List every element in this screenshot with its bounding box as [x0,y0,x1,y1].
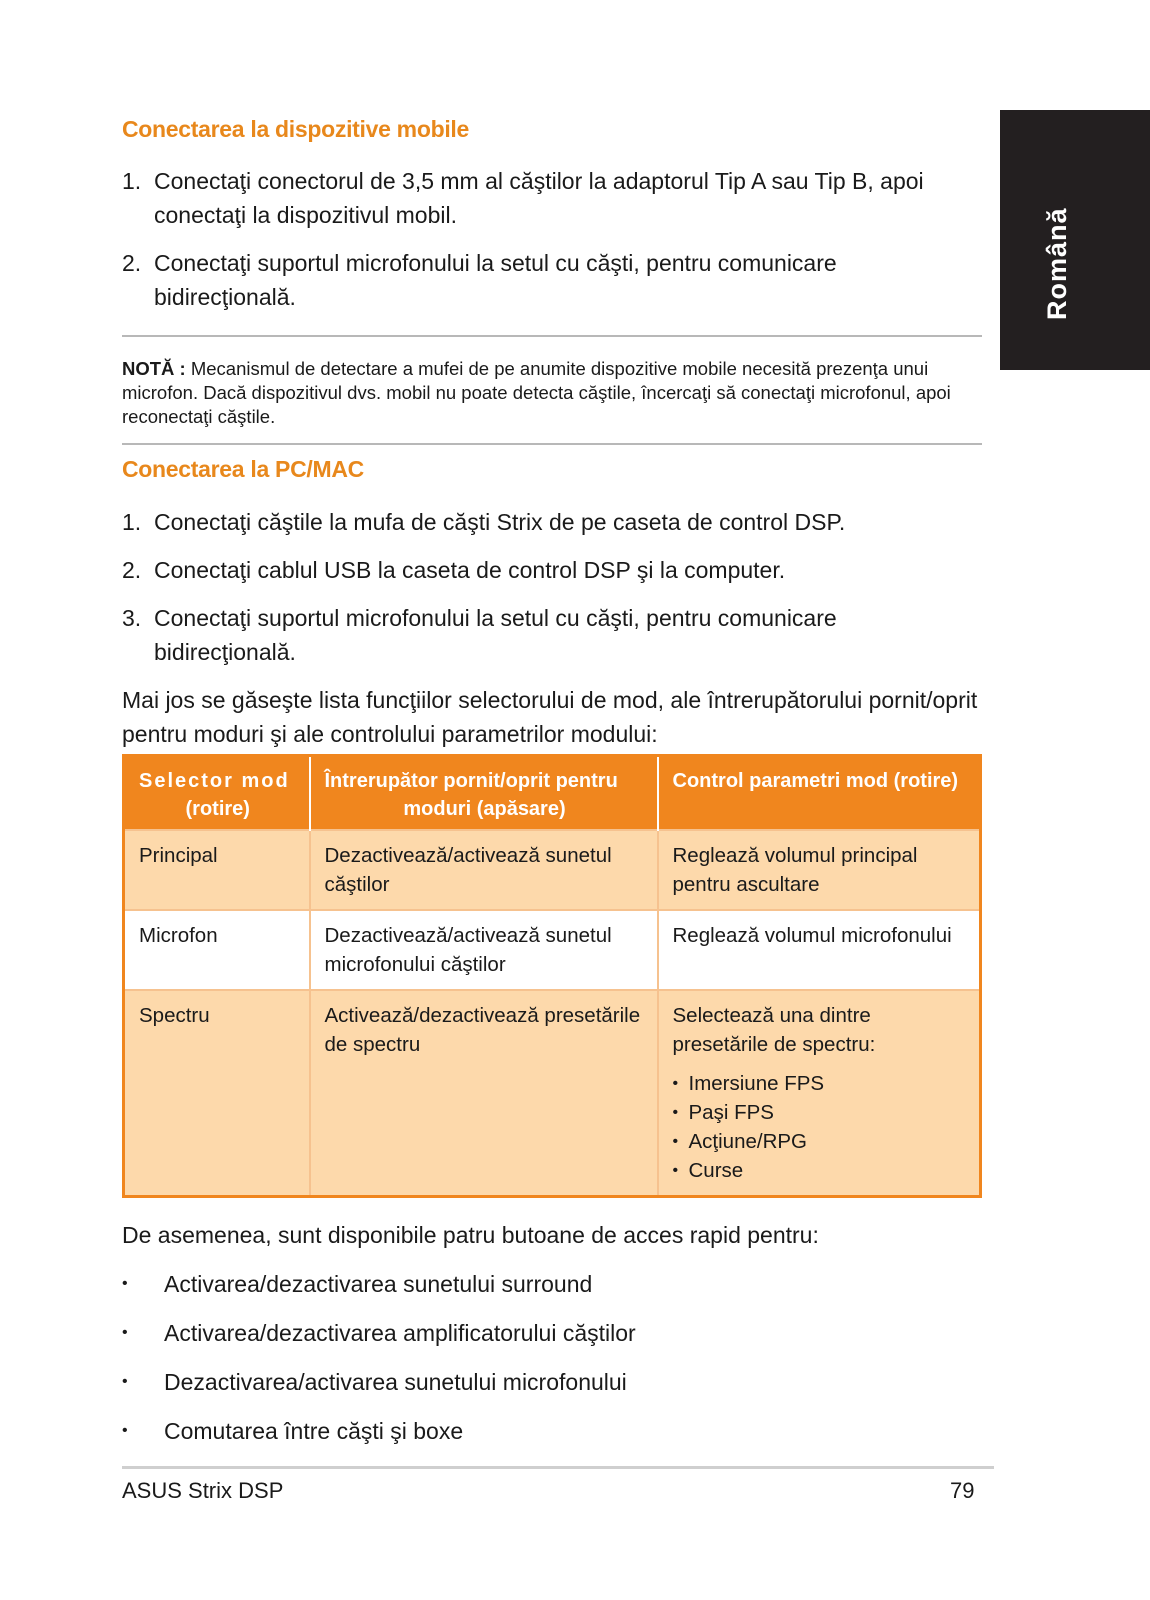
table-header-control [658,756,981,831]
list-item [122,553,982,587]
footer-product: ASUS Strix DSP [122,1478,284,1503]
list-item [122,601,982,669]
note-label: NOTĂ : [122,358,186,379]
page-number: 79 [950,1478,975,1503]
cell-control: Reglează volumul principal pentru ascultare [658,830,981,910]
list-item [122,505,982,539]
step-number: 2. [122,557,142,583]
section-pc-steps [122,505,982,751]
table-row [124,990,981,1197]
list-item [122,164,982,232]
cell-switch: Dezactivează/activează sunetul microfonului căştilor [310,910,658,990]
table-row [124,910,981,990]
step-number: 2. [122,250,142,276]
table-intro: Mai jos se găseşte lista funcţiilor selectorului de mod, ale întrerupătorului pornit/oprit pentru moduri şi ale controlului parametrilor modului: [122,687,978,747]
language-tab [1000,110,1150,370]
cell-control [658,990,981,1197]
list-item: • Comutarea între căşti şi boxe [122,1414,982,1463]
section-mobile-steps [122,164,982,314]
cell-switch: Activează/dezactivează presetările de spectru [310,990,658,1197]
note-block [122,357,982,429]
table-header-mode [124,756,310,831]
section-mobile [122,116,982,143]
cell-control-text: Selectează una dintre presetările de spectru: [672,1004,876,1056]
section-pc [122,456,982,483]
header-line: Întrerupător pornit/oprit pentru [324,770,618,792]
list-item: • Acţiune/RPG [673,1127,968,1156]
cell-mode: Principal [124,830,310,910]
header-line: Selector mod [139,770,290,792]
hotkeys-intro: De asemenea, sunt disponibile patru butoane de acces rapid pentru: [122,1222,819,1248]
step-text: Conectaţi cablul USB la caseta de control DSP şi la computer. [154,557,786,583]
list-item: • Activarea/dezactivarea amplificatorului căştilor [122,1316,982,1365]
step-text: Conectaţi conectorul de 3,5 mm al căştilor la adaptorul Tip A sau Tip B, apoi conectaţi la dispozitivul mobil. [154,168,924,228]
step-text: Conectaţi suportul microfonului la setul cu căşti, pentru comunicare bidirecţională. [154,250,837,310]
section-mobile-title: Conectarea la dispozitive mobile [122,116,470,142]
cell-switch: Dezactivează/activează sunetul căştilor [310,830,658,910]
list-item: • Imersiune FPS [673,1069,968,1098]
header-line: Control parametri mod (rotire) [672,770,959,792]
step-number: 3. [122,605,142,631]
step-text: Conectaţi suportul microfonului la setul cu căşti, pentru comunicare bidirecţională. [154,605,837,665]
footer-divider [122,1466,994,1469]
step-number: 1. [122,509,142,535]
list-item: • Paşi FPS [673,1098,968,1127]
list-item [122,246,982,314]
section-pc-title: Conectarea la PC/MAC [122,456,364,482]
preset-list [673,1069,968,1185]
table-header-row [124,756,981,831]
list-item: • Curse [673,1156,968,1185]
cell-mode: Microfon [124,910,310,990]
note-text: Mecanismul de detectare a mufei de pe anumite dispozitive mobile necesită prezenţa unui microfon. Dacă dispozitivul dvs. mobil nu poate detecta căştile, încercaţi să conectaţi microfonul, apoi reconectaţi căştile. [122,358,951,427]
divider [122,443,982,445]
list-item: • Dezactivarea/activarea sunetului microfonului [122,1365,982,1414]
language-tab-label: Română [1042,207,1072,320]
table-row [124,830,981,910]
header-line: moduri (apăsare) [403,798,566,820]
cell-control: Reglează volumul microfonului [658,910,981,990]
header-line: (rotire) [185,798,250,820]
step-text: Conectaţi căştile la mufa de căşti Strix de pe caseta de control DSP. [154,509,846,535]
table-header-switch [310,756,658,831]
list-item: • Activarea/dezactivarea sunetului surround [122,1267,982,1316]
mode-table [122,754,982,1198]
step-number: 1. [122,168,142,194]
hotkeys-list [122,1267,982,1463]
divider [122,335,982,337]
cell-mode: Spectru [124,990,310,1197]
